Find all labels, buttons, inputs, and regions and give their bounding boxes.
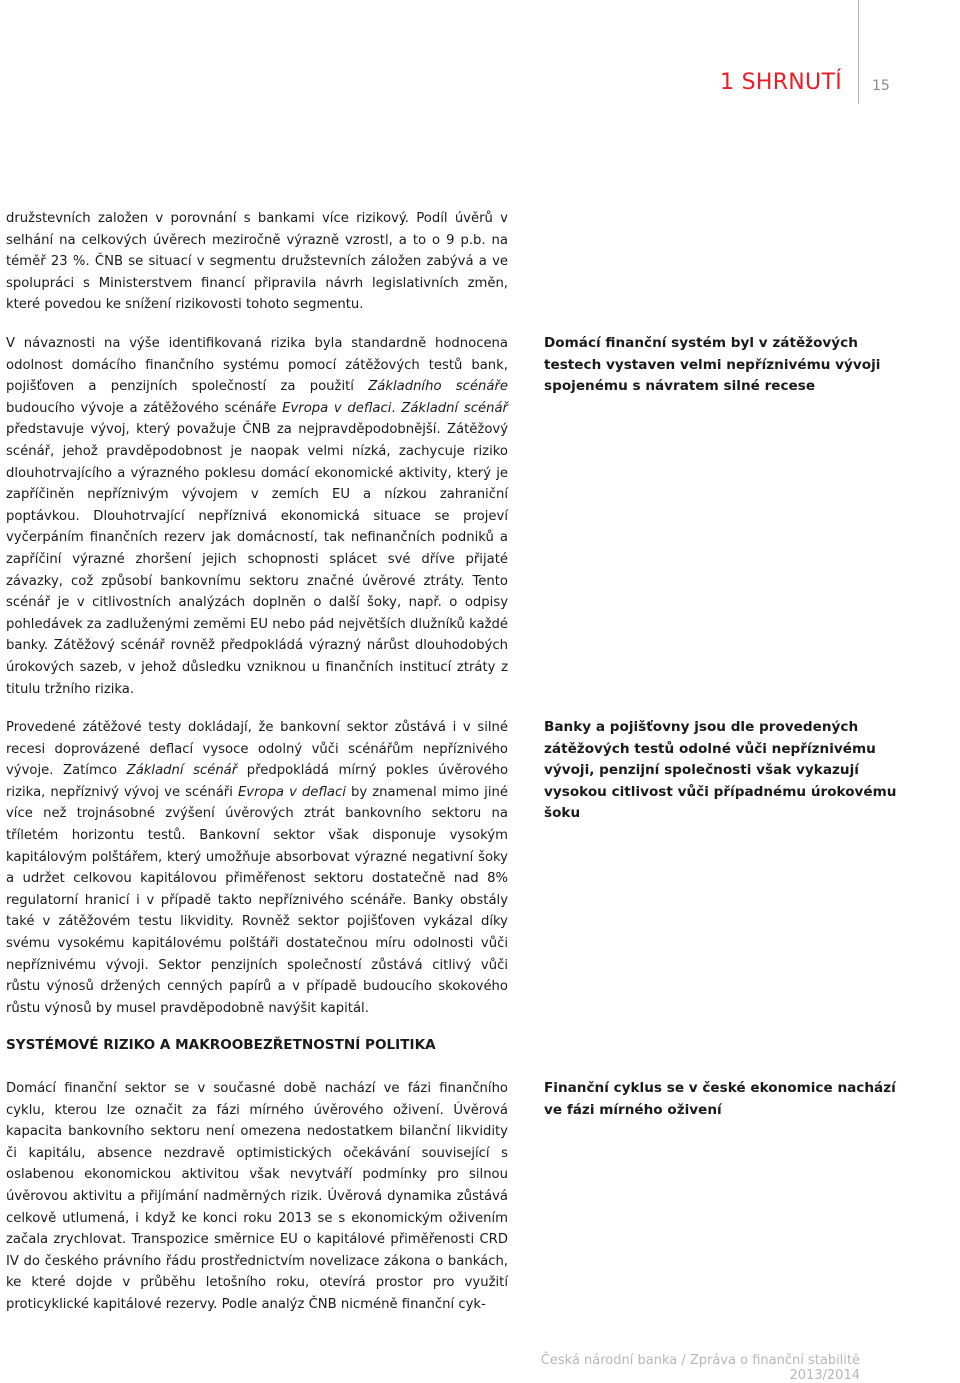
paragraph-cooperatives [6,208,508,316]
paragraph-stress-test-results [6,717,508,1019]
side-note-stress-test: Domácí finanční systém byl v zátěžových testech vystaven velmi nepříznivému vývoji spojenému s návratem silné recese [544,335,881,395]
text-run: V návaznosti na výše identifikovaná rizika byla standardně hodnocena odolnost domácího finančního systému pomocí zátěžových testů bank, pojišťoven a penzijních společností za použití [6,336,508,395]
page-footer: Česká národní banka / Zpráva o finanční stabilitě 2013/2014 [540,1353,860,1383]
text-run: předpokládá mírný pokles úvěrového rizika, nepříznivý vývoj ve scénáři [6,763,509,800]
italic-text-run: Základní scénář [126,763,238,779]
italic-text-run: Evropa v deflaci [237,784,346,800]
header-divider [858,0,859,104]
paragraph-financial-cycle [6,1078,508,1316]
italic-text-run: Základního scénáře [368,379,508,395]
italic-text-run: Evropa v deflaci [282,400,392,416]
text-run: . [391,400,402,416]
paragraph-stress-test-scenarios [6,333,508,700]
text-run: budoucího vývoje a zátěžového scénáře [6,400,283,416]
page-number: 15 [872,78,890,94]
text-run: Domácí finanční sektor se v současné době nachází ve fázi finančního cyklu, kterou lze označit za fázi mírného úvěrového oživení. Úvěrová kapacita bankovního sektoru není omezena nedostatkem bilanční likvidity či kapitálu, absence nezdravě optimistických očekávání související s oslabenou ekonomickou aktivitou však nevytváří podmínky pro silnou úvěrovou aktivitu a přijímání nadměrných rizik. Úvěrová dynamika zůstává celkově utlumená, i když ke konci roku 2013 se s ekonomickým oživením začala zrychlovat. Transpozice směrnice EU o kapitálové přiměřenosti CRD IV do českého právního řádu prostřednictvím novelizace zákona o bankách, ke které dojde v průběhu letošního roku, otevírá prostor pro využití proticyklické kapitálové rezervy. Podle analýz ČNB nicméně finanční cyk- [6,1081,508,1312]
section-title: 1 SHRNUTÍ [720,70,842,95]
section-heading-systemic-risk: SYSTÉMOVÉ RIZIKO A MAKROOBEZŘETNOSTNÍ POLITIKA [6,1037,436,1053]
side-note-resilience: Banky a pojišťovny jsou dle provedených zátěžových testů odolné vůči nepříznivému vývoji, penzijní společnosti však vykazují vysokou citlivost vůči případnému úrokovému šoku [544,719,897,822]
text-run: by znamenal mimo jiné více než trojnásobné zvýšení úvěrových ztrát bankovního sektoru na tříletém horizontu testů. Bankovní sektor však disponuje vysokým kapitálovým polštářem, který umožňuje absorbovat výrazné negativní šoky a udržet celkovou kapitálovou přiměřenost sektoru dostatečně nad 8% regulatorní hranicí i v případě takto nepříznivého scénáře. Banky obstály také v zátěžovém testu likvidity. Rovněž sektor pojišťoven vykázal díky svému vysokému kapitálovému polštáři dostatečnou míru odolnosti vůči nepříznivému vývoji. Sektor penzijních společností zůstává citlivý vůči růstu výnosů držených cenných papírů a v případě budoucího skokového růstu výnosů by musel pravděpodobně navýšit kapitál. [6,784,508,1016]
text-run: družstevních založen v porovnání s bankami více rizikový. Podíl úvěrů v selhání na celkových úvěrech meziročně výrazně vzrostl, a to o 9 p.b. na téměř 23 %. ČNB se situací v segmentu družstevních záložen zabývá a ve spolupráci s Ministerstvem financí připravila návrh legislativních změn, které povedou ke snížení rizikovosti tohoto segmentu. [6,211,508,313]
text-run: představuje vývoj, který považuje ČNB za nejpravděpodobnější. Zátěžový scénář, jehož pravděpodobnost je naopak velmi nízká, zachycuje riziko dlouhotrvajícího a výrazného poklesu domácí ekonomické aktivity, který je zapříčiněn nepříznivým vývojem v zemích EU a nízkou zahraniční poptávkou. Dlouhotrvající nepříznivá ekonomická situace se projeví vyčerpáním finančních rezerv jak domácností, tak nefinančních podniků a zapříčiní výrazné zhoršení jejich schopnosti splácet své dříve přijaté závazky, což způsobí bankovnímu sektoru značné úvěrové ztráty. Tento scénář je v citlivostních analýzách doplněn o další šoky, např. o odpisy pohledávek za zadluženými zeměmi EU nebo pád největších dlužníků každé banky. Zátěžový scénář rovněž předpokládá výrazný nárůst dlouhodobých úrokových sazeb, v jehož důsledku vzniknou u finančních institucí ztráty z titulu tržního rizika. [6,422,508,697]
text-run: Provedené zátěžové testy dokládají, že bankovní sektor zůstává i v silné recesi doprovázené deflací vysoce odolný vůči scénářům nepříznivého vývoje. Zatímco [6,720,508,779]
side-note-financial-cycle: Finanční cyklus se v české ekonomice nachází ve fázi mírného oživení [544,1080,896,1118]
italic-text-run: Základní scénář [401,400,508,416]
